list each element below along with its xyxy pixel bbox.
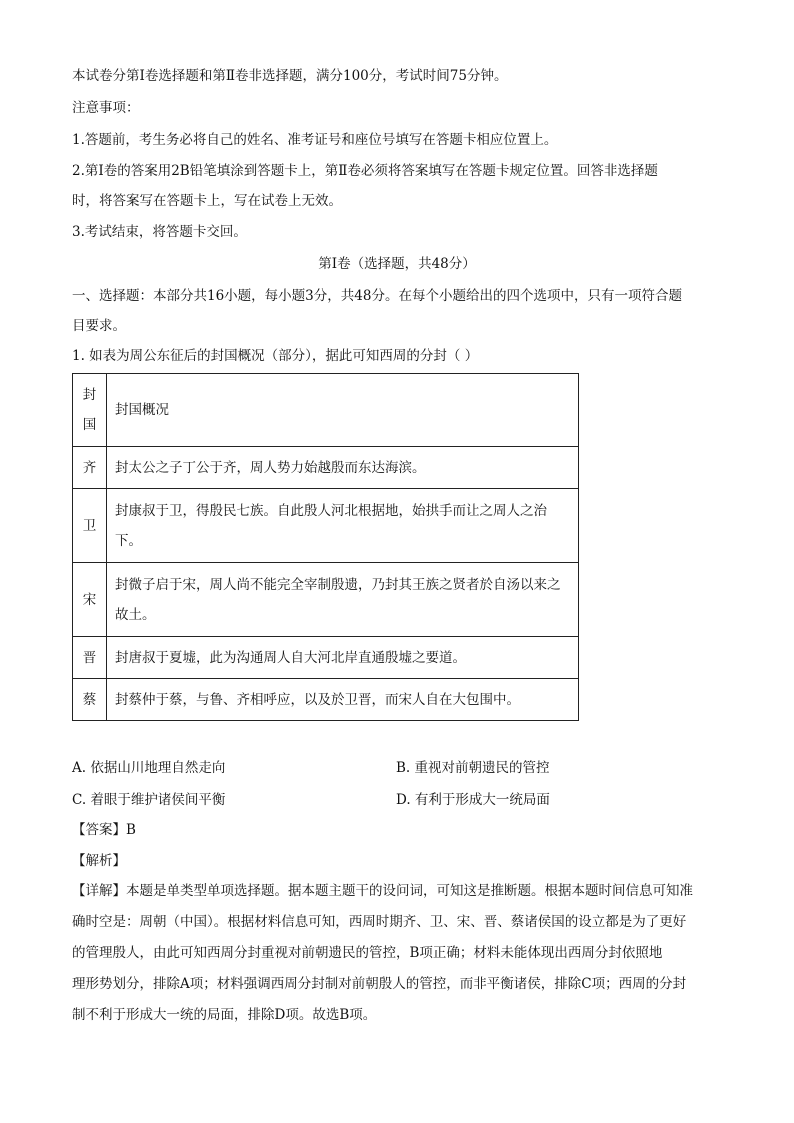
table-row <box>73 489 579 563</box>
table-row <box>73 563 579 637</box>
note-2-line-2: 时，将答案写在答题卡上，写在试卷上无效。 <box>72 193 342 209</box>
state-cell: 宋 <box>73 563 107 637</box>
answer-line <box>72 820 136 840</box>
option-b: B. 重视对前朝遗民的管控 <box>396 760 550 776</box>
option-a: A. 依据山川地理自然走向 <box>72 760 226 776</box>
header-cell-desc: 封国概况 <box>107 374 579 447</box>
detail-line-1: 【详解】本题是单类型单项选择题。据本题主题干的设问词，可知这是推断题。根据本题时间信息可知准 <box>72 883 693 899</box>
answer-value: B <box>126 822 136 838</box>
desc-cell: 封康叔于卫，得殷民七族。自此殷人河北根据地，始拱手而让之周人之治下。 <box>107 489 579 563</box>
detail-line-2: 确时空是：周朝（中国）。根据材料信息可知，西周时期齐、卫、宋、晋、蔡诸侯国的设立都是为了更好 <box>72 914 687 930</box>
note-3: 3.考试结束，将答题卡交回。 <box>72 224 247 240</box>
intro-line: 本试卷分第Ⅰ卷选择题和第Ⅱ卷非选择题，满分100分，考试时间75分钟。 <box>72 68 508 84</box>
section-desc-line-1: 一、选择题：本部分共16小题，每小题3分，共48分。在每个小题给出的四个选项中，只有一项符合题 <box>72 288 682 304</box>
note-2-line-1: 2.第Ⅰ卷的答案用2B铅笔填涂到答题卡上，第Ⅱ卷必须将答案填写在答题卡规定位置。回答非选择题 <box>72 163 658 179</box>
table-row <box>73 679 579 721</box>
desc-cell: 封微子启于宋，周人尚不能完全宰制殷遗，乃封其王族之贤者於自汤以来之故土。 <box>107 563 579 637</box>
state-cell: 晋 <box>73 637 107 679</box>
question-stem: 1. 如表为周公东征后的封国概况（部分），据此可知西周的分封（ ） <box>72 348 479 364</box>
state-cell: 齐 <box>73 447 107 489</box>
desc-cell: 封唐叔于夏墟，此为沟通周人自大河北岸直通殷墟之要道。 <box>107 637 579 679</box>
section-desc-line-2: 目要求。 <box>72 318 126 334</box>
header-cell-state <box>73 374 107 447</box>
option-c: C. 着眼于维护诸侯间平衡 <box>72 792 226 808</box>
state-cell: 蔡 <box>73 679 107 721</box>
desc-cell: 封蔡仲于蔡，与鲁、齐相呼应，以及於卫晋，而宋人自在大包围中。 <box>107 679 579 721</box>
section-title: 第Ⅰ卷（选择题，共48分） <box>318 256 476 272</box>
detail-line-4: 理形势划分，排除A项；材料强调西周分封制对前朝殷人的管控，而非平衡诸侯，排除C项；西周的分封 <box>72 976 687 992</box>
header-state-text: 封国 <box>82 387 97 433</box>
fengguo-table <box>72 373 579 721</box>
note-1: 1.答题前，考生务必将自己的姓名、准考证号和座位号填写在答题卡相应位置上。 <box>72 132 558 148</box>
state-cell: 卫 <box>73 489 107 563</box>
answer-label: 【答案】 <box>72 822 126 838</box>
option-d: D. 有利于形成大一统局面 <box>396 792 550 808</box>
table-row <box>73 447 579 489</box>
detail-line-5: 制不利于形成大一统的局面，排除D项。故选B项。 <box>72 1007 377 1023</box>
table-header-row <box>73 374 579 447</box>
notes-title: 注意事项： <box>72 100 140 116</box>
detail-line-3: 的管理殷人，由此可知西周分封重视对前朝遗民的管控，B项正确；材料未能体现出西周分封依照地 <box>72 945 663 961</box>
desc-cell: 封太公之子丁公于齐，周人势力始越殷而东达海滨。 <box>107 447 579 489</box>
analysis-label: 【解析】 <box>72 853 126 869</box>
table-row <box>73 637 579 679</box>
